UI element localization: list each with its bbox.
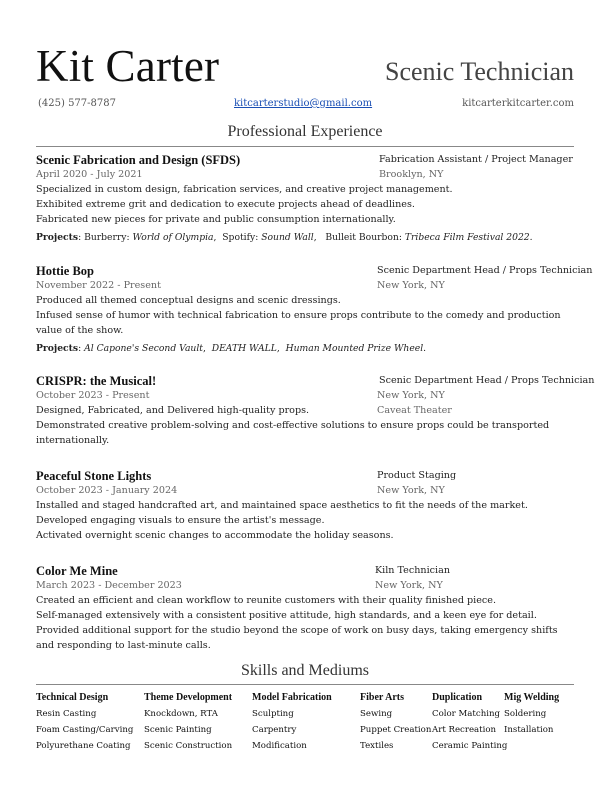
description-line: Exhibited extreme grit and dedication to execute projects ahead of deadlines.: [36, 199, 415, 210]
job-description: [36, 403, 576, 448]
skill-category: Theme Development: [144, 692, 233, 703]
job-location: New York, NY: [377, 390, 445, 401]
employment-dates: March 2023 - December 2023: [36, 580, 182, 591]
description-line: Fabricated new pieces for private and public consumption internationally.: [36, 214, 396, 225]
website-text: kitcarterkitcarter.com: [462, 98, 574, 109]
projects-line: Projects: Burberry: World of Olympia, Spotify: Sound Wall, Bulleit Bourbon: Tribeca Film Festival 2022.: [36, 232, 533, 243]
skill-item: Art Recreation: [432, 725, 497, 735]
job-location: Brooklyn, NY: [379, 169, 444, 180]
employment-dates: October 2023 - January 2024: [36, 485, 178, 496]
description-line: Provided additional support for the studio beyond the scope of work on busy days, taking emergency shifts and responding to last-minute calls.: [36, 625, 558, 651]
skills-table: [36, 690, 576, 754]
skill-item: Modification: [252, 741, 307, 751]
skill-item: [504, 738, 576, 754]
skill-item: Installation: [504, 725, 554, 735]
company-name: CRISPR: the Musical!: [36, 374, 157, 388]
job-entry-peaceful-stone-lights: [36, 468, 576, 548]
skill-item: Knockdown, RTA: [144, 709, 218, 719]
skill-item: Scenic Construction: [144, 741, 233, 751]
employment-dates: October 2023 - Present: [36, 390, 150, 401]
job-description: [36, 498, 576, 543]
project-title: Human Mounted Prize Wheel: [285, 343, 424, 354]
projects-line: Projects: Al Capone's Second Vault, DEATH WALL, Human Mounted Prize Wheel.: [36, 343, 427, 354]
job-location: New York, NY: [377, 280, 445, 291]
venue-name: Caveat Theater: [377, 405, 452, 416]
job-description: [36, 182, 576, 245]
description-line: Created an efficient and clean workflow to reunite customers with their quality finished piece.: [36, 595, 497, 606]
job-entry-crispr: [36, 373, 595, 453]
job-entry-hottie-bop: [36, 263, 593, 358]
skill-category: Technical Design: [36, 692, 109, 703]
skill-category: Fiber Arts: [360, 692, 404, 703]
project-title: Al Capone's Second Vault: [84, 343, 203, 354]
job-description: [36, 593, 576, 653]
job-entry-sfds: [36, 152, 576, 252]
skill-item: Sewing: [360, 709, 393, 719]
position-title: Scenic Department Head / Props Technician: [379, 375, 595, 386]
skill-item: Foam Casting/Carving: [36, 725, 134, 735]
description-line: Installed and staged handcrafted art, and maintained space aesthetics to fit the needs of the market.: [36, 500, 528, 511]
projects-label: Projects: [36, 232, 79, 243]
description-line: Demonstrated creative problem-solving and cost-effective solutions to ensure props could be transported internationally.: [36, 420, 550, 446]
skills-divider: [36, 684, 574, 685]
skills-row: [36, 722, 576, 738]
employment-dates: November 2022 - Present: [36, 280, 161, 291]
job-title: Scenic Technician: [384, 57, 574, 86]
skills-row: [36, 738, 576, 754]
job-location: New York, NY: [377, 485, 445, 496]
skill-item: Scenic Painting: [144, 725, 212, 735]
position-title: Kiln Technician: [375, 565, 451, 576]
description-line: Activated overnight scenic changes to accommodate the holiday seasons.: [36, 530, 394, 541]
skill-category: Model Fabrication: [252, 692, 332, 703]
company-name: Color Me Mine: [36, 564, 118, 578]
skill-category: Duplication: [432, 692, 483, 703]
position-title: Fabrication Assistant / Project Manager: [379, 154, 573, 165]
skill-item: Textiles: [360, 741, 394, 751]
skill-category: Mig Welding: [504, 692, 560, 703]
description-line: Developed engaging visuals to ensure the artist's message.: [36, 515, 325, 526]
projects-label: Projects: [36, 343, 79, 354]
experience-heading: Professional Experience: [227, 123, 383, 140]
skills-header-row: [36, 690, 576, 706]
position-title: Scenic Department Head / Props Technician: [377, 265, 593, 276]
description-line: Infused sense of humor with technical fabrication to ensure props contribute to the comedy and production value of the show.: [36, 310, 561, 336]
applicant-name: Kit Carter: [36, 41, 220, 91]
job-entry-color-me-mine: [36, 563, 576, 658]
company-name: Peaceful Stone Lights: [36, 469, 152, 483]
position-title: Product Staging: [377, 470, 457, 481]
job-description: [36, 293, 576, 356]
project-client: Bulleit Bourbon: [325, 232, 399, 243]
skill-item: Polyurethane Coating: [36, 741, 131, 751]
phone-number: (425) 577-8787: [38, 98, 116, 109]
company-name: Scenic Fabrication and Design (SFDS): [36, 153, 241, 167]
skills-row: [36, 706, 576, 722]
skill-item: Puppet Creation: [360, 725, 432, 735]
skill-item: Color Matching: [432, 709, 501, 719]
email-link[interactable]: kitcarterstudio@gmail.com: [234, 98, 373, 109]
skill-item: Resin Casting: [36, 709, 97, 719]
project-title: World of Olympia: [132, 232, 214, 243]
description-line: Produced all themed conceptual designs and scenic dressings.: [36, 295, 341, 306]
skill-item: Sculpting: [252, 709, 294, 719]
description-line: Self-managed extensively with a consistent positive attitude, high standards, and a keen eye for detail.: [36, 610, 537, 621]
description-line: Specialized in custom design, fabrication services, and creative project management.: [36, 184, 453, 195]
experience-divider: [36, 146, 574, 147]
skill-item: Carpentry: [252, 725, 297, 735]
project-client: Burberry: [84, 232, 127, 243]
skill-item: Ceramic Painting: [432, 741, 508, 751]
project-title: Tribeca Film Festival 2022: [404, 232, 530, 243]
project-title: Sound Wall: [261, 232, 314, 243]
description-line: Designed, Fabricated, and Delivered high-quality props.: [36, 405, 310, 416]
job-location: New York, NY: [375, 580, 443, 591]
employment-dates: April 2020 - July 2021: [36, 169, 143, 180]
skill-item: Soldering: [504, 709, 547, 719]
project-title: DEATH WALL: [211, 343, 277, 354]
project-client: Spotify: [222, 232, 256, 243]
skills-heading: Skills and Mediums: [240, 662, 369, 679]
company-name: Hottie Bop: [36, 264, 94, 278]
